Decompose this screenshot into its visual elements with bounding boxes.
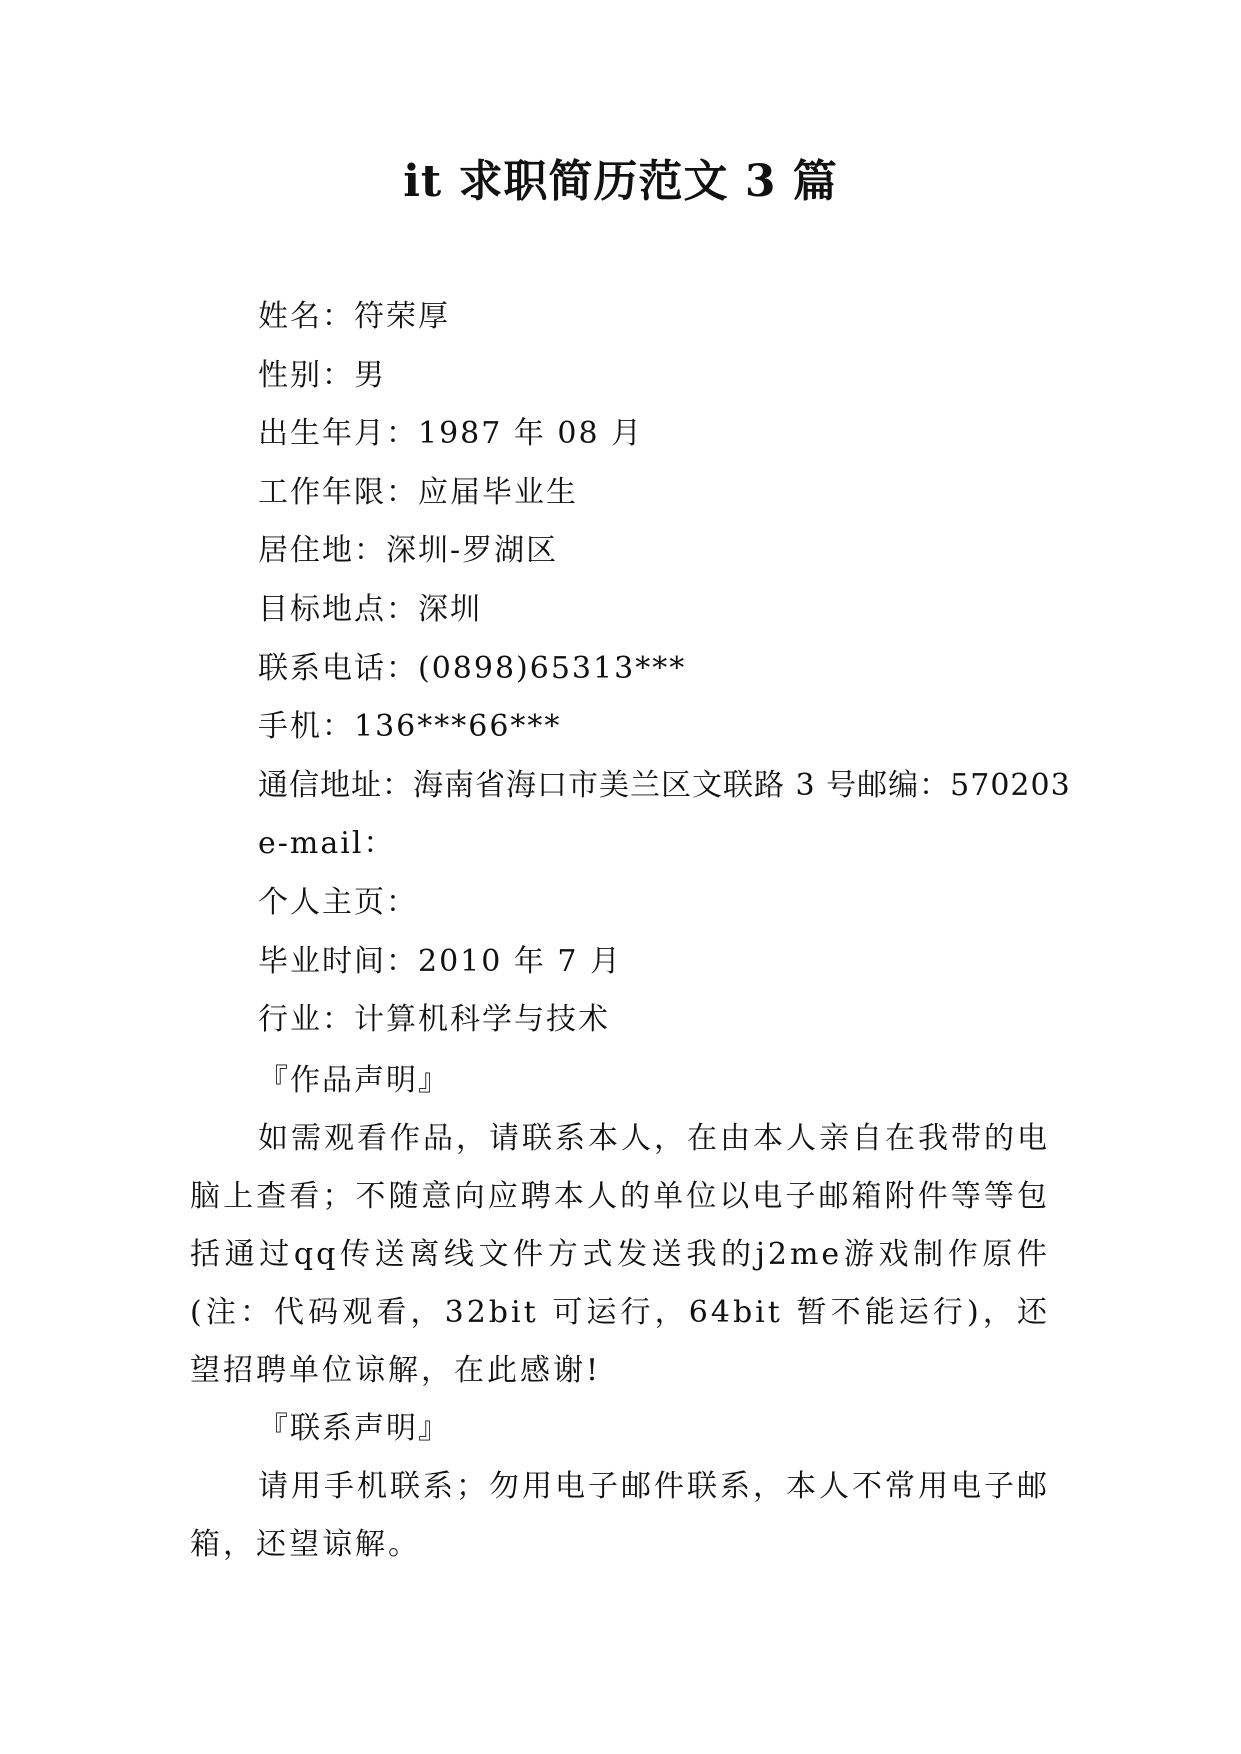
field-address: 通信地址：海南省海口市美兰区文联路 3 号邮编：570203 bbox=[258, 767, 1071, 803]
field-mobile: 手机：136***66*** bbox=[258, 709, 562, 745]
works-statement-body: 如需观看作品，请联系本人，在由本人亲自在我带的电脑上查看；不随意向应聘本人的单位以电子邮箱附件等等包括通过qq传送离线文件方式发送我的j2me游戏制作原件(注：代码观看，32bit 可运行，64bit 暂不能运行)，还望招聘单位谅解，在此感谢! bbox=[190, 1121, 1050, 1388]
personal-info bbox=[258, 288, 1071, 1050]
field-gender: 性别：男 bbox=[258, 357, 386, 393]
page-title: it 求职简历范文 3 篇 bbox=[403, 156, 838, 207]
field-phone: 联系电话：(0898)65313*** bbox=[258, 650, 687, 686]
contact-statement-heading: 『联系声明』 bbox=[258, 1411, 450, 1446]
field-work-years: 工作年限：应届毕业生 bbox=[258, 474, 578, 510]
contact-statement-section bbox=[190, 1400, 1050, 1574]
field-name: 姓名：符荣厚 bbox=[258, 299, 450, 334]
field-target-location: 目标地点：深圳 bbox=[258, 591, 482, 627]
works-statement-section bbox=[190, 1052, 1050, 1400]
field-homepage: 个人主页： bbox=[258, 884, 418, 920]
field-graduation-date: 毕业时间：2010 年 7 月 bbox=[258, 943, 623, 979]
field-birth-date: 出生年月：1987 年 08 月 bbox=[258, 416, 644, 452]
works-statement-heading: 『作品声明』 bbox=[258, 1063, 450, 1098]
field-email: e-mail： bbox=[258, 826, 396, 862]
contact-statement-body: 请用手机联系；勿用电子邮件联系，本人不常用电子邮箱，还望谅解。 bbox=[190, 1469, 1050, 1562]
field-industry: 行业：计算机科学与技术 bbox=[258, 1002, 610, 1038]
field-residence: 居住地：深圳-罗湖区 bbox=[258, 533, 559, 569]
